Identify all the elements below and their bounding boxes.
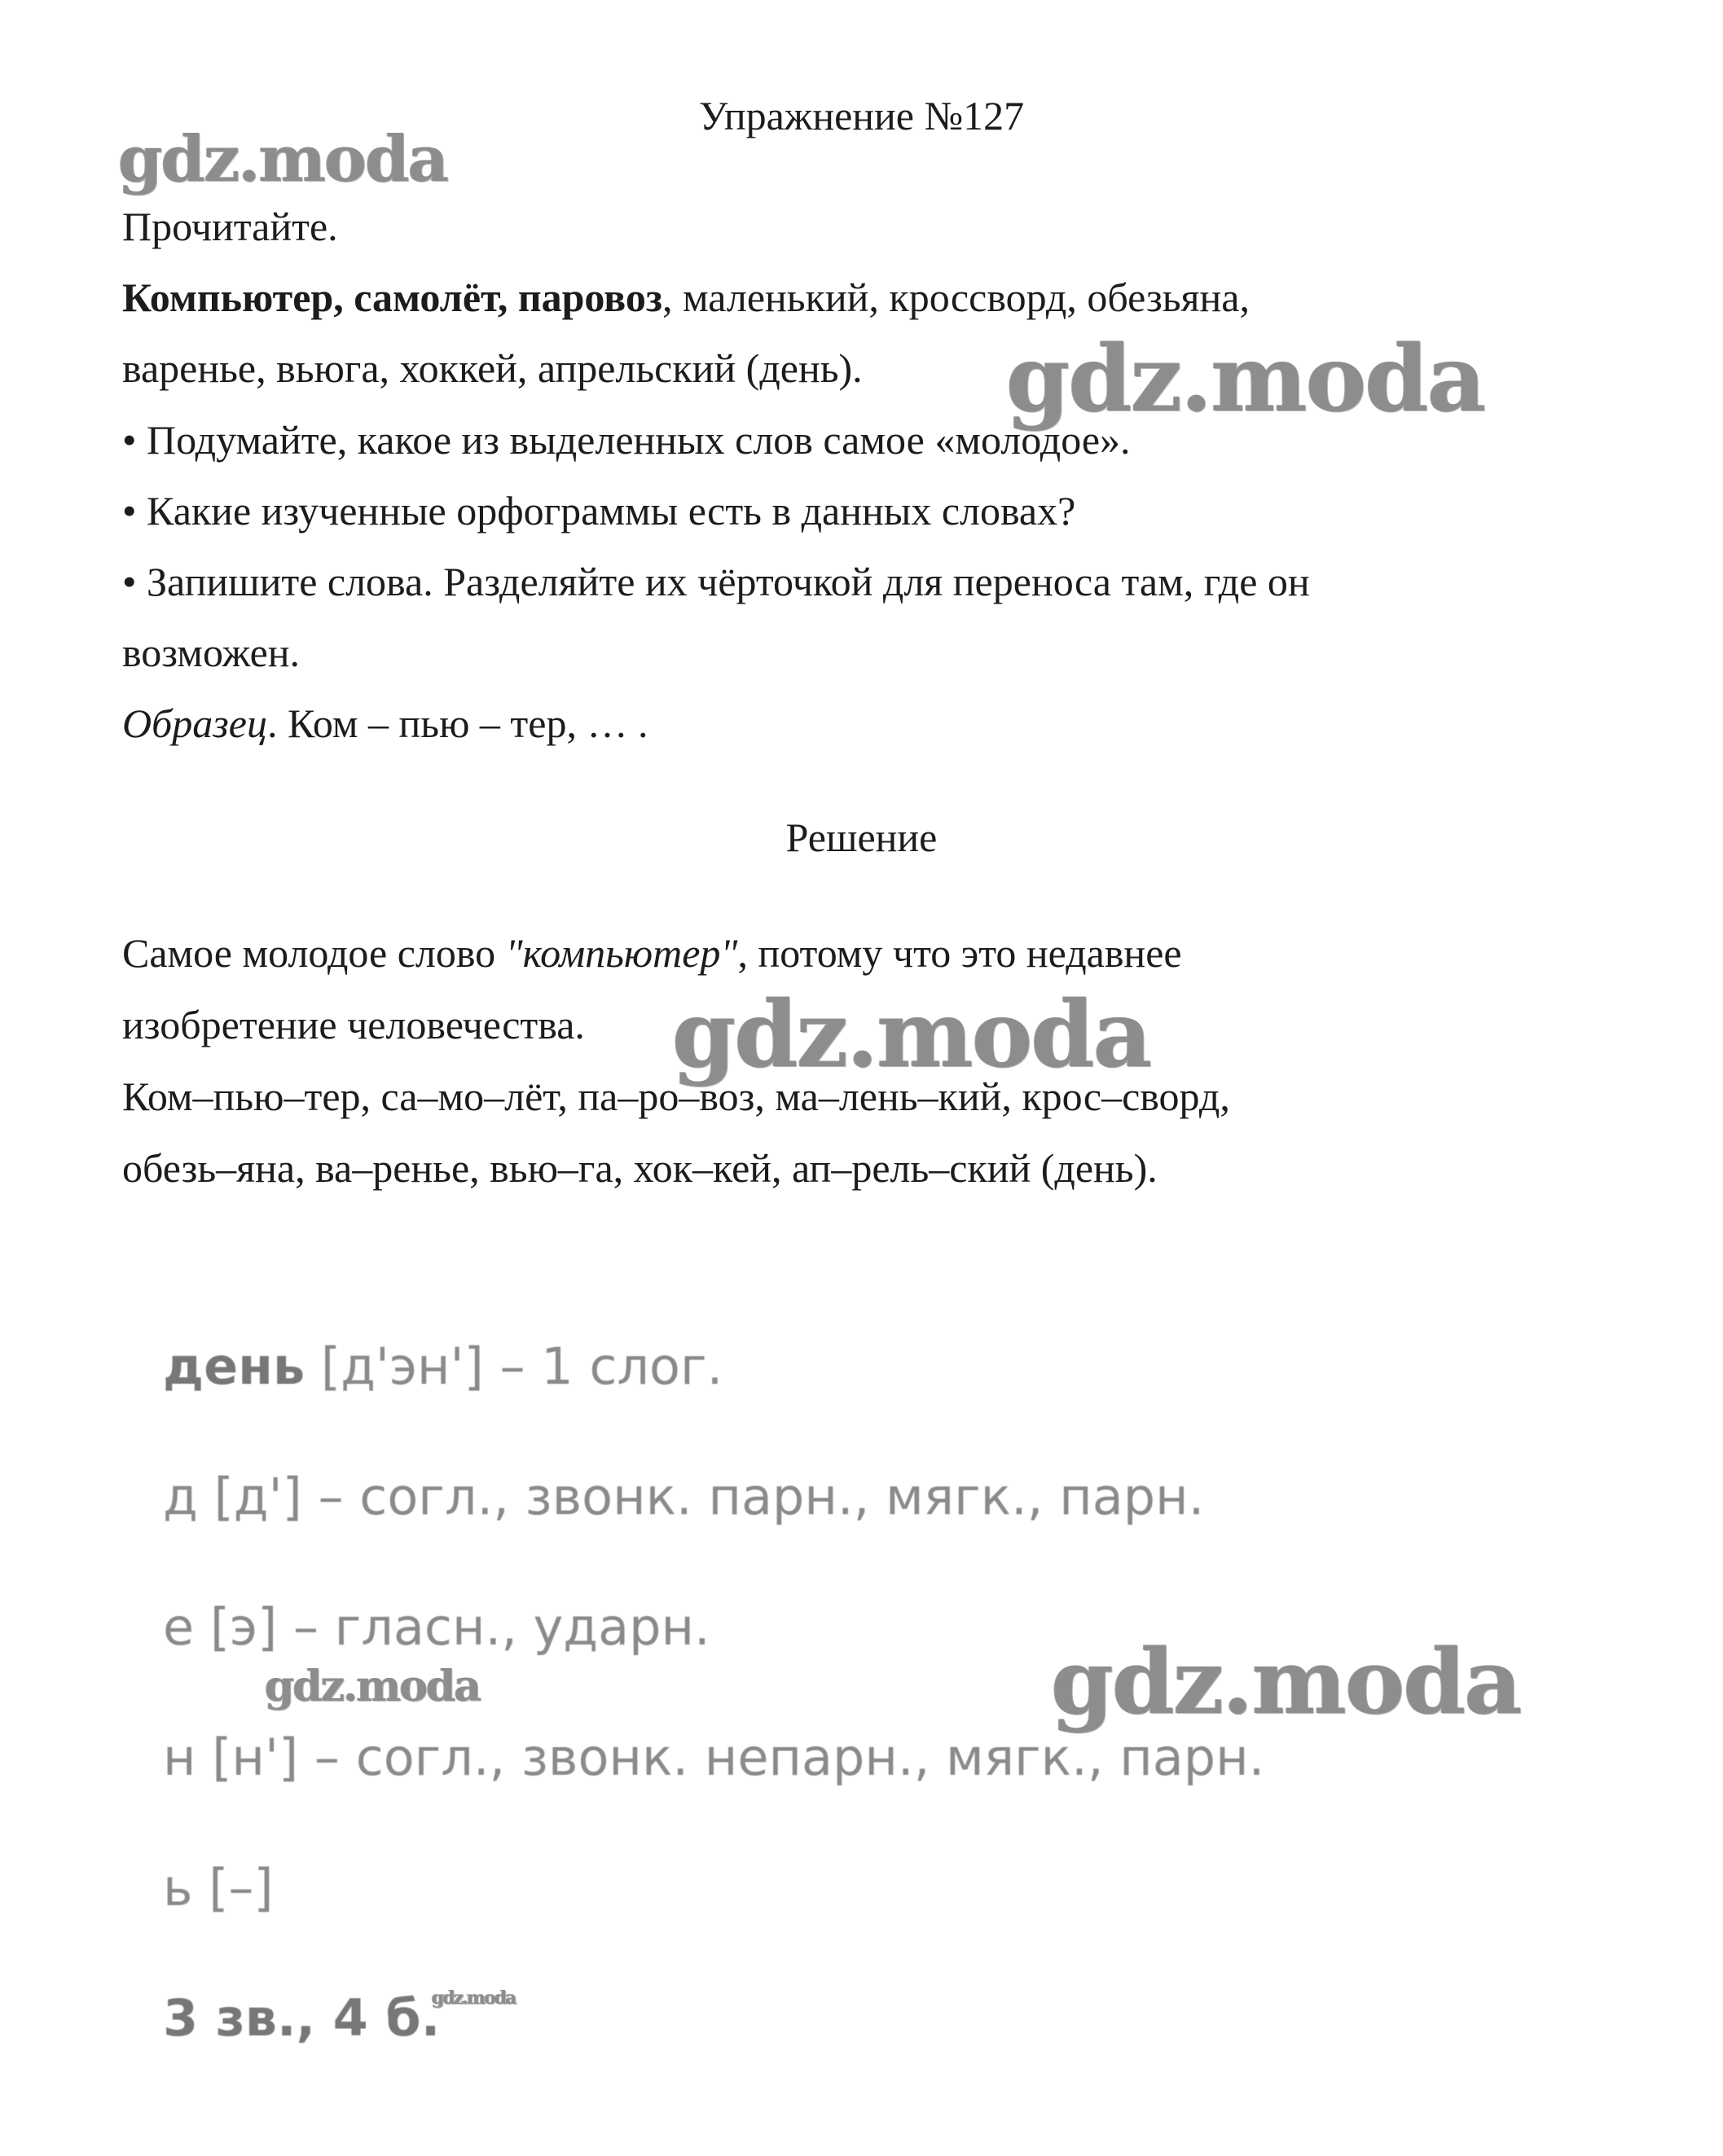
solution-p1-start: Самое молодое слово <box>122 930 506 976</box>
watermark-logo: gdz.moda <box>1006 326 1485 433</box>
analysis-summary <box>163 1987 440 2049</box>
syllable-split-line-1: Ком–пью–тер, са–мо–лёт, па–ро–воз, ма–лень–кий, крос–сворд, <box>122 1074 1230 1119</box>
sample-text: . Ком – пью – тер, … . <box>266 700 648 746</box>
watermark-logo: gdz.moda <box>1051 1629 1521 1734</box>
solution-paragraph-1 <box>122 929 1182 977</box>
bullet-task-3-cont: возможен. <box>122 630 301 675</box>
instruction: Прочитайте. <box>122 204 338 249</box>
analysis-word-line <box>163 1336 723 1398</box>
sample-line <box>122 699 648 748</box>
syllable-split-line-2: обезь–яна, ва–ренье, вью–га, хок–кей, ап–рель–ский (день). <box>122 1145 1158 1191</box>
analysis-row-n: н [н'] – согл., звонк. непарн., мягк., парн. <box>163 1728 1265 1787</box>
watermark-logo: gdz.moda <box>672 981 1151 1088</box>
analysis-row-d: д [д'] – согл., звонк. парн., мягк., парн. <box>163 1467 1205 1526</box>
word-list-line-2: варенье, вьюга, хоккей, апрельский (день). <box>122 345 863 391</box>
solution-p1-word: "компьютер" <box>505 930 738 976</box>
word-list-line-1 <box>122 273 1250 322</box>
watermark-logo: gdz.moda <box>432 1987 516 2009</box>
analysis-row-soft-sign: ь [–] <box>163 1858 274 1917</box>
exercise-title: Упражнение №127 <box>698 93 1025 138</box>
bullet-question-2: • Какие изученные орфограммы есть в данных словах? <box>122 488 1076 534</box>
watermark-logo: gdz.moda <box>265 1662 481 1711</box>
solution-p1-end: , потому что это недавнее <box>737 930 1182 976</box>
solution-heading: Решение <box>785 815 938 860</box>
bullet-task-3: • Запишите слова. Разделяйте их чёрточкой для переноса там, где он <box>122 559 1310 604</box>
analysis-word: день <box>163 1337 305 1396</box>
analysis-word-rest: [д'эн'] – 1 слог. <box>305 1337 723 1396</box>
solution-paragraph-1-line-2: изобретение человечества. <box>122 1002 585 1047</box>
analysis-row-e: е [э] – гласн., ударн. <box>163 1597 710 1657</box>
analysis-summary-text: 3 зв., 4 б. <box>163 1988 441 2048</box>
watermark-logo: gdz.moda <box>118 122 448 196</box>
bullet-question-1: • Подумайте, какое из выделенных слов самое «молодое». <box>122 417 1131 463</box>
sample-label: Образец <box>122 700 267 746</box>
word-list-rest: , маленький, кроссворд, обезьяна, <box>662 274 1250 320</box>
highlighted-words: Компьютер, самолёт, паровоз <box>122 274 662 320</box>
